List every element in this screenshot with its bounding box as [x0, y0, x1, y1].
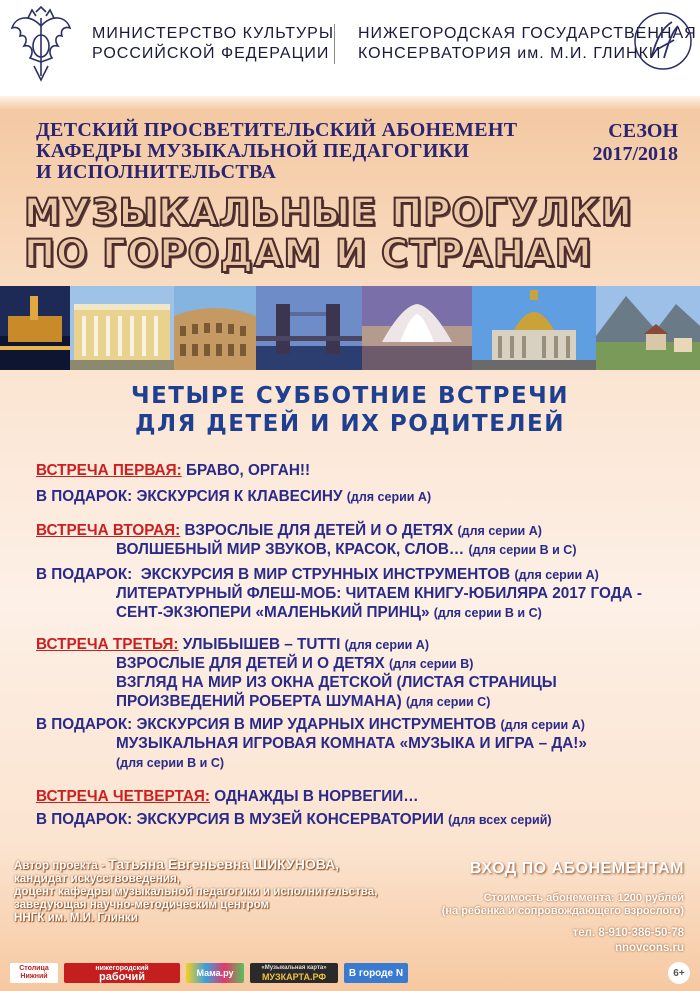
double-headed-eagle-emblem-icon — [8, 6, 74, 86]
stolitsa-line-1: Столица — [19, 965, 49, 972]
season-label: СЕЗОН — [608, 120, 678, 142]
author-line-4: заведующая научно-методическим центром — [14, 898, 270, 911]
meeting-1-gift-row — [36, 488, 431, 506]
subtitle-line-3: И ИСПОЛНИТЕЛЬСТВА — [36, 161, 277, 183]
meeting-3-title-a: УЛЫБЫШЕВ – TUTTI — [182, 636, 341, 653]
ministry-line-2: РОССИЙСКОЙ ФЕДЕРАЦИИ — [92, 45, 330, 62]
header — [0, 0, 700, 96]
meeting-2-gift-a: ЭКСКУРСИЯ В МИР СТРУННЫХ ИНСТРУМЕНТОВ — [140, 566, 511, 583]
meeting-2-gift-label: В ПОДАРОК: — [36, 566, 133, 583]
subtitle-line-2: КАФЕДРЫ МУЗЫКАЛЬНОЙ ПЕДАГОГИКИ — [36, 140, 470, 162]
cathedral-photo — [472, 286, 596, 370]
meeting-4-gift-label: В ПОДАРОК: — [36, 811, 133, 828]
meeting-4-gift-note: (для всех серий) — [448, 813, 552, 827]
meeting-1-gift: ЭКСКУРСИЯ К КЛАВЕСИНУ — [136, 488, 343, 505]
meeting-3-gift-label: В ПОДАРОК: — [36, 716, 133, 733]
meeting-3-row — [36, 636, 429, 654]
meeting-3-gift-row — [36, 716, 585, 734]
meeting-1-gift-label: В ПОДАРОК: — [36, 488, 133, 505]
partner-logos — [10, 962, 408, 984]
author-line-2: кандидат искусствоведения, — [14, 872, 180, 885]
program-subtitle — [36, 120, 517, 183]
meeting-3-row-c — [116, 674, 557, 692]
meeting-4-gift-row — [36, 811, 552, 829]
price-line-2: (на ребенка и сопровождающего взрослого) — [441, 905, 684, 917]
rabochiy-top: нижегородский — [95, 965, 149, 972]
author-line-3: доцент кафедры музыкальной педагогики и исполнительства, — [14, 885, 378, 898]
meeting-3-gift-row-c — [116, 754, 224, 772]
meeting-2-row-b — [116, 541, 577, 559]
author-info — [14, 858, 377, 924]
price-line-1: Стоимость абонемента: 1200 рублей — [483, 892, 684, 904]
author-line-5: ННГК им. М.И. Глинки — [14, 911, 138, 924]
meeting-3-label: ВСТРЕЧА ТРЕТЬЯ: — [36, 636, 179, 653]
city-photo-strip — [0, 286, 700, 370]
subtitle-line-1: ДЕТСКИЙ ПРОСВЕТИТЕЛЬСКИЙ АБОНЕМЕНТ — [36, 119, 518, 141]
meeting-3-title-b: ВЗРОСЛЫЕ ДЛЯ ДЕТЕЙ И О ДЕТЯХ — [116, 655, 385, 672]
mama-name: Мама — [196, 968, 221, 978]
ministry-name — [92, 24, 334, 64]
mama-domain: .ру — [220, 968, 234, 978]
meeting-2-gift-b2: СЕНТ-ЭКЗЮПЕРИ «МАЛЕНЬКИЙ ПРИНЦ» — [116, 604, 430, 621]
stolitsa-nizhniy-logo — [10, 963, 58, 983]
meeting-2-label: ВСТРЕЧА ВТОРАЯ: — [36, 522, 181, 539]
meeting-3-gift-note-a: (для серии А) — [500, 718, 585, 732]
season-years: 2017/2018 — [592, 143, 678, 165]
meeting-2-note-b: (для серии В и С) — [468, 543, 577, 557]
ministry-line-1: МИНИСТЕРСТВО КУЛЬТУРЫ — [92, 25, 334, 42]
meetings-heading-line-2: ДЛЯ ДЕТЕЙ И ИХ РОДИТЕЛЕЙ — [134, 411, 565, 437]
season — [592, 120, 678, 166]
meeting-2-gift-note-b: (для серии В и С) — [433, 606, 542, 620]
meeting-2-row — [36, 522, 542, 540]
meeting-3-title-c1: ВЗГЛЯД НА МИР ИЗ ОКНА ДЕТСКОЙ (ЛИСТАЯ СТРАНИЦЫ — [116, 674, 557, 691]
meeting-3-note-b: (для серии В) — [389, 657, 474, 671]
muzkarta-name: МУЗКАРТА.РФ — [261, 972, 327, 982]
building-photo — [70, 286, 174, 370]
lotus-temple-photo — [362, 286, 472, 370]
meeting-2-gift-note-a: (для серии А) — [514, 568, 599, 582]
nizhegorodsky-rabochiy-logo — [64, 963, 180, 983]
meeting-2-gift-row — [36, 566, 599, 584]
meeting-1-label: ВСТРЕЧА ПЕРВАЯ: — [36, 462, 182, 479]
v-gorode-n-logo: В городе N — [344, 963, 408, 983]
meeting-3-title-c2: ПРОИЗВЕДЕНИЙ РОБЕРТА ШУМАНА) — [116, 693, 402, 710]
meeting-3-gift-b: МУЗЫКАЛЬНАЯ ИГРОВАЯ КОМНАТА «МУЗЫКА И ИГРА – ДА!» — [116, 735, 587, 752]
meeting-2-title-a: ВЗРОСЛЫЕ ДЛЯ ДЕТЕЙ И О ДЕТЯХ — [184, 522, 454, 539]
phone-number[interactable]: тел. 8-910-386-50-78 — [572, 927, 684, 939]
meeting-1-title: БРАВО, ОРГАН!! — [186, 462, 311, 479]
meeting-2-title-b: ВОЛШЕБНЫЙ МИР ЗВУКОВ, КРАСОК, СЛОВ… — [116, 541, 465, 558]
muzkarta-top: «Музыкальная карта» — [261, 965, 327, 971]
meeting-4-row — [36, 788, 419, 806]
meeting-4-label: ВСТРЕЧА ЧЕТВЕРТАЯ: — [36, 788, 210, 805]
conservatory-line-1: НИЖЕГОРОДСКАЯ ГОСУДАРСТВЕННАЯ — [358, 25, 697, 42]
meeting-4-title: ОДНАЖДЫ В НОРВЕГИИ… — [214, 788, 419, 805]
stolitsa-line-2: Нижний — [20, 973, 48, 980]
meeting-1-row — [36, 462, 310, 480]
meeting-1-gift-note: (для серии А) — [346, 490, 432, 504]
price-info — [442, 892, 684, 918]
meeting-2-gift-row-c — [116, 604, 542, 622]
meeting-2-gift-row-b — [116, 585, 642, 603]
meeting-2-note-a: (для серии А) — [457, 524, 542, 538]
main-title-line-2: ПО ГОРОДАМ И СТРАНАМ — [24, 232, 593, 275]
conservatory-line-2: КОНСЕРВАТОРИЯ им. М.И. ГЛИНКИ — [358, 45, 662, 62]
meetings-heading — [0, 382, 700, 438]
london-photo — [0, 286, 70, 370]
meeting-3-gift-row-b — [116, 735, 587, 753]
main-title-line-1: МУЗЫКАЛЬНЫЕ ПРОГУЛКИ — [24, 191, 633, 234]
meeting-3-note-a: (для серии А) — [344, 638, 429, 652]
colosseum-photo — [174, 286, 256, 370]
conservatory-logo-icon — [632, 10, 694, 72]
author-line-1 — [14, 858, 377, 872]
contacts — [573, 926, 684, 956]
meeting-3-note-c: (для серии С) — [406, 695, 491, 709]
age-rating-badge: 6+ — [668, 962, 690, 984]
meeting-2-gift-b1: ЛИТЕРАТУРНЫЙ ФЛЕШ-МОБ: ЧИТАЕМ КНИГУ-ЮБИЛЯРА 2017 ГОДА - — [116, 585, 643, 602]
meeting-4-gift: ЭКСКУРСИЯ В МУЗЕЙ КОНСЕРВАТОРИИ — [136, 811, 444, 828]
tower-bridge-photo — [256, 286, 362, 370]
meeting-3-gift-a: ЭКСКУРСИЯ В МИР УДАРНЫХ ИНСТРУМЕНТОВ — [136, 716, 497, 733]
meeting-3-row-d — [116, 693, 490, 711]
meetings-heading-line-1: ЧЕТЫРЕ СУББОТНИЕ ВСТРЕЧИ — [130, 383, 570, 409]
author-prefix: Автор проекта - — [14, 859, 105, 872]
muzkarta-logo — [250, 963, 338, 983]
meeting-3-gift-note-b: (для серии В и С) — [116, 756, 225, 770]
mama-ru-logo — [186, 963, 244, 983]
website-link[interactable]: nnovcons.ru — [614, 942, 684, 954]
author-name: Татьяна Евгеньевна ШИКУНОВА, — [108, 856, 340, 872]
mountain-village-photo — [596, 286, 700, 370]
entry-info: ВХОД ПО АБОНЕМЕНТАМ — [469, 860, 684, 877]
meeting-3-row-b — [116, 655, 473, 673]
rabochiy-name: рабочий — [99, 971, 145, 983]
header-divider — [334, 24, 335, 64]
main-title — [24, 192, 633, 274]
